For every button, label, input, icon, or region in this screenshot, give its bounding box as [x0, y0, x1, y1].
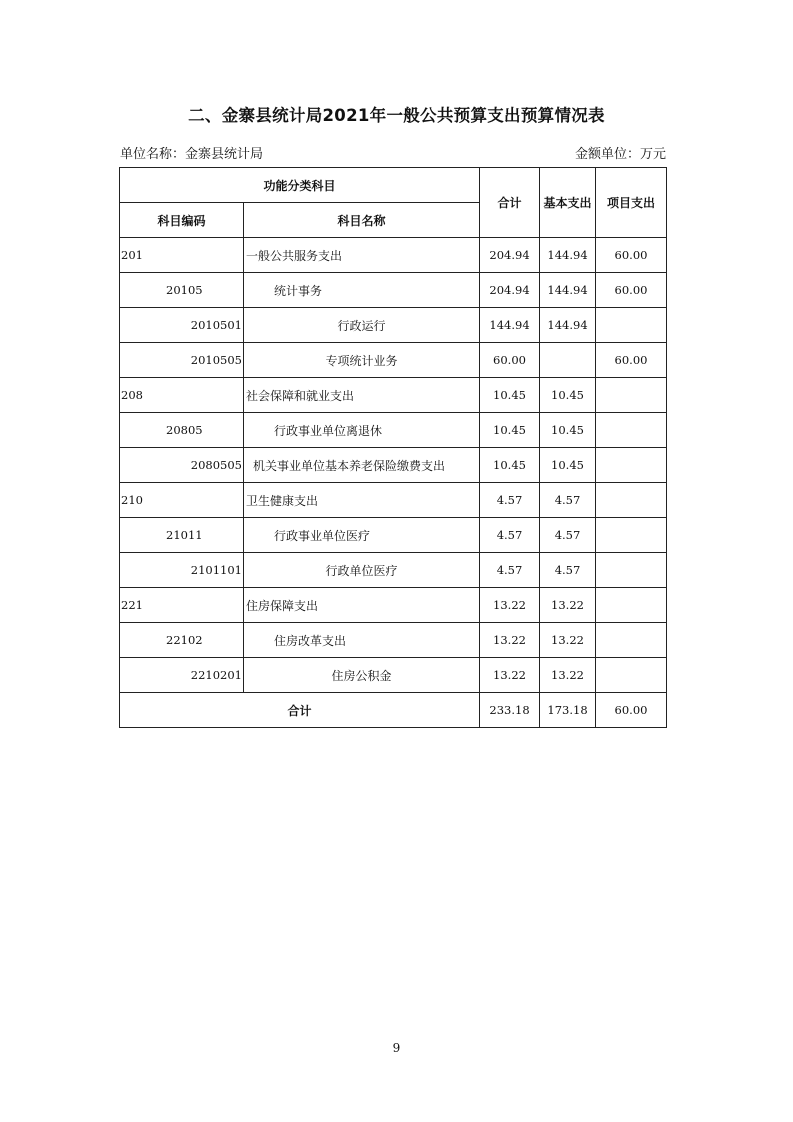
header-row-1	[120, 168, 667, 203]
row-project	[596, 623, 667, 658]
basic-expense-header: 基本支出	[540, 168, 596, 238]
row-name: 行政单位医疗	[244, 553, 480, 588]
row-project: 60.00	[596, 238, 667, 273]
row-basic: 144.94	[540, 238, 596, 273]
row-name: 行政事业单位离退休	[244, 413, 480, 448]
row-name: 行政运行	[244, 308, 480, 343]
row-code: 208	[120, 378, 244, 413]
row-project	[596, 588, 667, 623]
grand-basic: 173.18	[540, 693, 596, 728]
row-name: 住房改革支出	[244, 623, 480, 658]
row-code: 22102	[120, 623, 244, 658]
row-code: 201	[120, 238, 244, 273]
row-total: 10.45	[480, 378, 540, 413]
row-basic: 10.45	[540, 378, 596, 413]
row-total: 10.45	[480, 448, 540, 483]
table-row	[120, 518, 667, 553]
row-code: 210	[120, 483, 244, 518]
row-code: 20805	[120, 413, 244, 448]
name-header: 科目名称	[244, 203, 480, 238]
row-project: 60.00	[596, 273, 667, 308]
row-name: 机关事业单位基本养老保险缴费支出	[244, 448, 480, 483]
row-total: 4.57	[480, 553, 540, 588]
table-row	[120, 238, 667, 273]
row-name: 社会保障和就业支出	[244, 378, 480, 413]
row-basic: 144.94	[540, 308, 596, 343]
row-total: 204.94	[480, 238, 540, 273]
table-row	[120, 623, 667, 658]
code-header: 科目编码	[120, 203, 244, 238]
row-total: 13.22	[480, 623, 540, 658]
table-row	[120, 658, 667, 693]
row-project	[596, 553, 667, 588]
total-row	[120, 693, 667, 728]
row-name: 卫生健康支出	[244, 483, 480, 518]
row-basic: 13.22	[540, 588, 596, 623]
row-basic: 13.22	[540, 623, 596, 658]
row-basic: 4.57	[540, 553, 596, 588]
row-total: 60.00	[480, 343, 540, 378]
row-project	[596, 448, 667, 483]
row-basic: 10.45	[540, 413, 596, 448]
row-code: 2080505	[120, 448, 244, 483]
row-total: 204.94	[480, 273, 540, 308]
row-name: 行政事业单位医疗	[244, 518, 480, 553]
grand-total: 233.18	[480, 693, 540, 728]
row-basic: 4.57	[540, 518, 596, 553]
row-code: 20105	[120, 273, 244, 308]
table-row	[120, 413, 667, 448]
row-name: 专项统计业务	[244, 343, 480, 378]
table-row	[120, 378, 667, 413]
amount-unit: 金额单位：万元	[574, 147, 666, 162]
row-project	[596, 658, 667, 693]
row-project	[596, 308, 667, 343]
row-name: 住房保障支出	[244, 588, 480, 623]
table-row	[120, 588, 667, 623]
row-name: 住房公积金	[244, 658, 480, 693]
row-total: 4.57	[480, 518, 540, 553]
row-name: 一般公共服务支出	[244, 238, 480, 273]
table-row	[120, 308, 667, 343]
row-name: 统计事务	[244, 273, 480, 308]
row-project	[596, 483, 667, 518]
row-code: 2010505	[120, 343, 244, 378]
table-row	[120, 483, 667, 518]
table-row	[120, 343, 667, 378]
row-basic: 13.22	[540, 658, 596, 693]
total-label: 合计	[120, 693, 480, 728]
row-code: 2101101	[120, 553, 244, 588]
row-total: 13.22	[480, 588, 540, 623]
row-code: 21011	[120, 518, 244, 553]
row-basic: 144.94	[540, 273, 596, 308]
row-basic: 4.57	[540, 483, 596, 518]
row-code: 2010501	[120, 308, 244, 343]
table-row	[120, 273, 667, 308]
row-total: 13.22	[480, 658, 540, 693]
row-project	[596, 378, 667, 413]
row-basic: 10.45	[540, 448, 596, 483]
row-code: 2210201	[120, 658, 244, 693]
row-total: 4.57	[480, 483, 540, 518]
unit-name: 单位名称：金寨县统计局	[120, 147, 264, 162]
row-project	[596, 413, 667, 448]
row-code: 221	[120, 588, 244, 623]
page-title: 二、金寨县统计局2021年一般公共预算支出预算情况表	[188, 106, 605, 125]
page-number: 9	[392, 1041, 401, 1055]
row-project: 60.00	[596, 343, 667, 378]
budget-table	[119, 167, 667, 728]
project-expense-header: 项目支出	[596, 168, 667, 238]
row-project	[596, 518, 667, 553]
row-total: 144.94	[480, 308, 540, 343]
row-basic	[540, 343, 596, 378]
function-class-header: 功能分类科目	[120, 168, 480, 203]
row-total: 10.45	[480, 413, 540, 448]
table-row	[120, 553, 667, 588]
total-header: 合计	[480, 168, 540, 238]
table-row	[120, 448, 667, 483]
grand-project: 60.00	[596, 693, 667, 728]
